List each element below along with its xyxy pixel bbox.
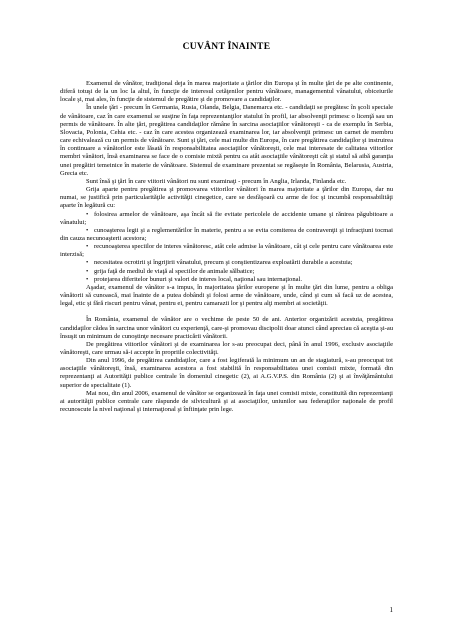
bullet-icon: • [86, 243, 89, 251]
bullet-text: grija faţă de mediul de viaţă al speciilor de animale sălbatice; [94, 267, 255, 275]
bullet-text: folosirea armelor de vânătoare, aşa încât să fie evitate pericolele de accidente umane şi rănirea păgubitoare a vânatului; [60, 210, 393, 226]
page-number: 1 [389, 606, 393, 614]
bullet-icon: • [86, 275, 89, 283]
paragraph: De pregătirea viitorilor vânători şi de examinarea lor s-au preocupat deci, până în anul 1996, exclusiv asociaţiile vânătoreşti, care urmau să-i accepte în propriile colectivităţi. [60, 340, 393, 356]
bullet-item [60, 268, 393, 276]
bullet-icon: • [86, 210, 89, 218]
bullet-item [60, 211, 393, 227]
paragraph: Grija aparte pentru pregătirea şi promovarea viitorilor vânători în marea majoritate a ţărilor din Europa, dar nu numai, se justifică prin particularităţile activităţii cinegetice, care se desfăşoară cu arme de foc şi incumbă responsabilităţi aparte în legătură cu: [60, 186, 393, 210]
page-title: CUVÂNT ÎNAINTE [182, 42, 271, 52]
paragraph: Examenul de vânător, tradiţional deja în marea majoritate a ţărilor din Europa şi în multe ţări de pe alte continente, diferă totuşi de la un loc la altul, în funcţie de interesul cetăţenilor pentru vânătoare, managementul vânatului, obiceiurile locale şi, mai ales, în funcţie de sistemul de pregătire şi de promovare a candidaţilor. [60, 80, 393, 104]
paragraph: Din anul 1996, de pregătirea candidaţilor, care a fost legiferată la minimum un an de stagiatură, s-au preocupat tot asociaţiile vânătoreşti, însă, examinarea acestora a fost stabilită în responsabilitatea unei comisii mixte, formată din reprezentanţi ai Autorităţii publice centrale în domeniul cinegetic (2), ai A.G.V.P.S. din România (2) şi ai învăţământului superior de specialitate (1). [60, 357, 393, 389]
bullet-text: cunoaşterea legii şi a reglementărilor în materie, pentru a se evita comiterea de contravenţii şi infracţiuni tocmai din cauza necunoaşterii acestora; [60, 226, 393, 242]
bullet-text: protejarea diferitelor bunuri şi valori de interes local, naţional sau internaţional. [94, 275, 302, 283]
bullet-item [60, 227, 393, 243]
paragraph: Aşadar, examenul de vânător s-a impus, în majoritatea ţărilor europene şi în multe ţări din lume, pentru a obliga vânătorii să cunoască, mai înainte de a putea dobândi şi folosi arme de vânătoare, unde, când şi cum să facă uz de acestea, legal, etic şi fără riscuri pentru vânat, pentru ei, pentru camarazii lor şi pentru alţi membri ai societăţii. [60, 283, 393, 308]
bullet-text: necesitatea ocrotirii şi îngrijirii vânatului, precum şi conştientizarea exploatării durabile a acestuia; [94, 259, 353, 267]
paragraph: Sunt însă şi ţări în care viitorii vânători nu sunt examinaţi - precum în Anglia, Irlanda, Finlanda etc. [86, 177, 347, 185]
paragraph: În unele ţări - precum în Germania, Rusia, Olanda, Belgia, Danemarca etc. - candidaţii se pregătesc în şcoli speciale de vânătoare, caz în care examenul se susţine în faţa reprezentanţilor statului în profil, iar absolvenţii primesc o licenţă sau un permis de vânătoare. În alte ţări, pregătirea candidaţilor rămâne în sarcina asociaţiilor vânătoreşti - ca de exemplu în Serbia, Slovacia, Polonia, Cehia etc. - caz în care acestea organizează examinarea lor, iar absolvenţii primesc un carnet de membru care echivalează cu un permis de vânătoare. Sunt şi ţări, cele mai multe din Europa, în care pregătirea candidaţilor şi instruirea în continuare a vânătorilor este lăsată în responsabilitatea asociaţiilor vânătoreşti, cele mai interesate de calitatea viitorilor membri vânători, însă examinarea se face de o comisie mixtă pentru ca atât asociaţiile vânătoreşti cât şi statul să aibă garanţia unei pregătiri temeinice în materie de vânătoare. Sistemul de examinare prezentat se regăseşte în România, Belarusia, Austria, Grecia etc. [60, 104, 393, 177]
bullet-item [60, 243, 393, 259]
bullet-icon: • [86, 259, 89, 267]
bullet-text: recunoaşterea speciilor de interes vânătoresc, atât cele admise la vânătoare, cât şi cele pentru care vânătoarea este interzisă; [60, 243, 393, 259]
paragraph: Mai nou, din anul 2006, examenul de vânător se organizează în faţa unei comisii mixte, constituită din reprezentanţi ai autorităţii publice centrale care răspunde de silvicultură şi ai asociaţiilor, uniunilor sau federaţiilor naţionale de profil recunoscute la nivel naţional şi internaţional şi înfiinţate prin lege. [60, 389, 393, 414]
paragraph: În România, examenul de vânător are o vechime de peste 50 de ani. Anterior organizării acestuia, pregătirea candidaţilor cădea în sarcina unor vânători cu experienţă, care-şi promovau discipolii doar atunci când apreciau că aceştia şi-au însuşit un minimum de cunoştinţe necesare practicării vânătorii. [60, 316, 394, 340]
bullet-item [60, 259, 393, 267]
bullet-icon: • [86, 226, 89, 234]
bullet-item [60, 276, 393, 284]
document-body [60, 80, 393, 414]
bullet-icon: • [86, 267, 89, 275]
